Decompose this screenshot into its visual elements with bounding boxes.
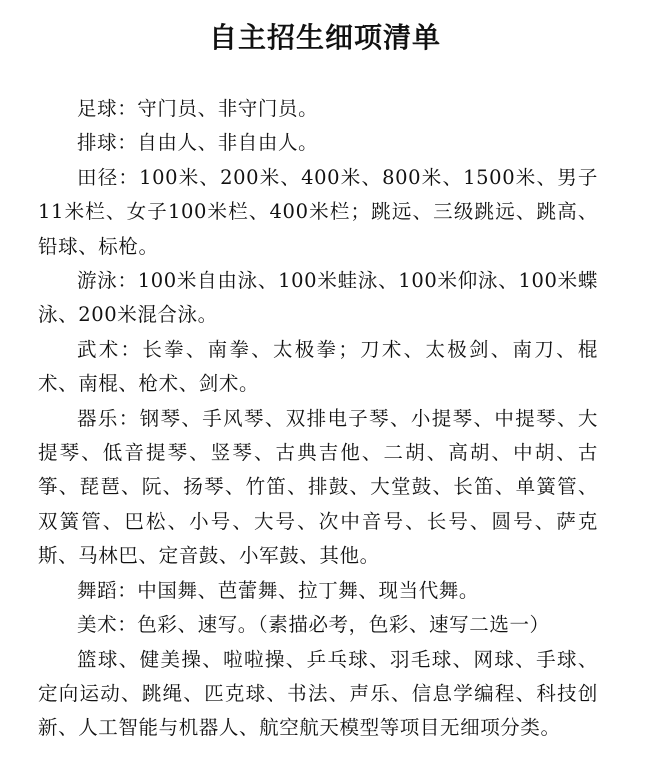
paragraph-volleyball: 排球：自由人、非自由人。	[77, 131, 319, 155]
document-title: 自主招生细项清单	[208, 21, 441, 54]
paragraph-dance: 舞蹈：中国舞、芭蕾舞、拉丁舞、现当代舞。	[77, 578, 480, 602]
paragraph-swimming: 游泳：100米自由泳、100米蛙泳、100米仰泳、100米蝶泳、200米混合泳。	[38, 269, 598, 327]
paragraph-football: 足球：守门员、非守门员。	[77, 97, 319, 120]
paragraph-no-subcategory: 篮球、健美操、啦啦操、乒乓球、羽毛球、网球、手球、定向运动、跳绳、匹克球、书法、声乐、信息学编程、科技创新、人工智能与机器人、航空航天模型等项目无细项分类。	[38, 647, 598, 740]
paragraph-fine-arts: 美术：色彩、速写。（素描必考，色彩、速写二选一）	[77, 613, 550, 637]
document-body	[38, 92, 598, 746]
paragraph-track-and-field: 田径：100米、200米、400米、800米、1500米、男子11米栏、女子100米栏、400米栏；跳远、三级跳远、跳高、铅球、标枪。	[38, 165, 598, 258]
paragraph-instruments: 器乐：钢琴、手风琴、双排电子琴、小提琴、中提琴、大提琴、低音提琴、竖琴、古典吉他、二胡、高胡、中胡、古筝、琵琶、阮、扬琴、竹笛、排鼓、大堂鼓、长笛、单簧管、双簧管、巴松、小号、大号、次中音号、长号、圆号、萨克斯、马林巴、定音鼓、小军鼓、其他。	[38, 406, 598, 568]
paragraph-martial-arts: 武术：长拳、南拳、太极拳；刀术、太极剑、南刀、棍术、南棍、枪术、剑术。	[38, 337, 598, 396]
